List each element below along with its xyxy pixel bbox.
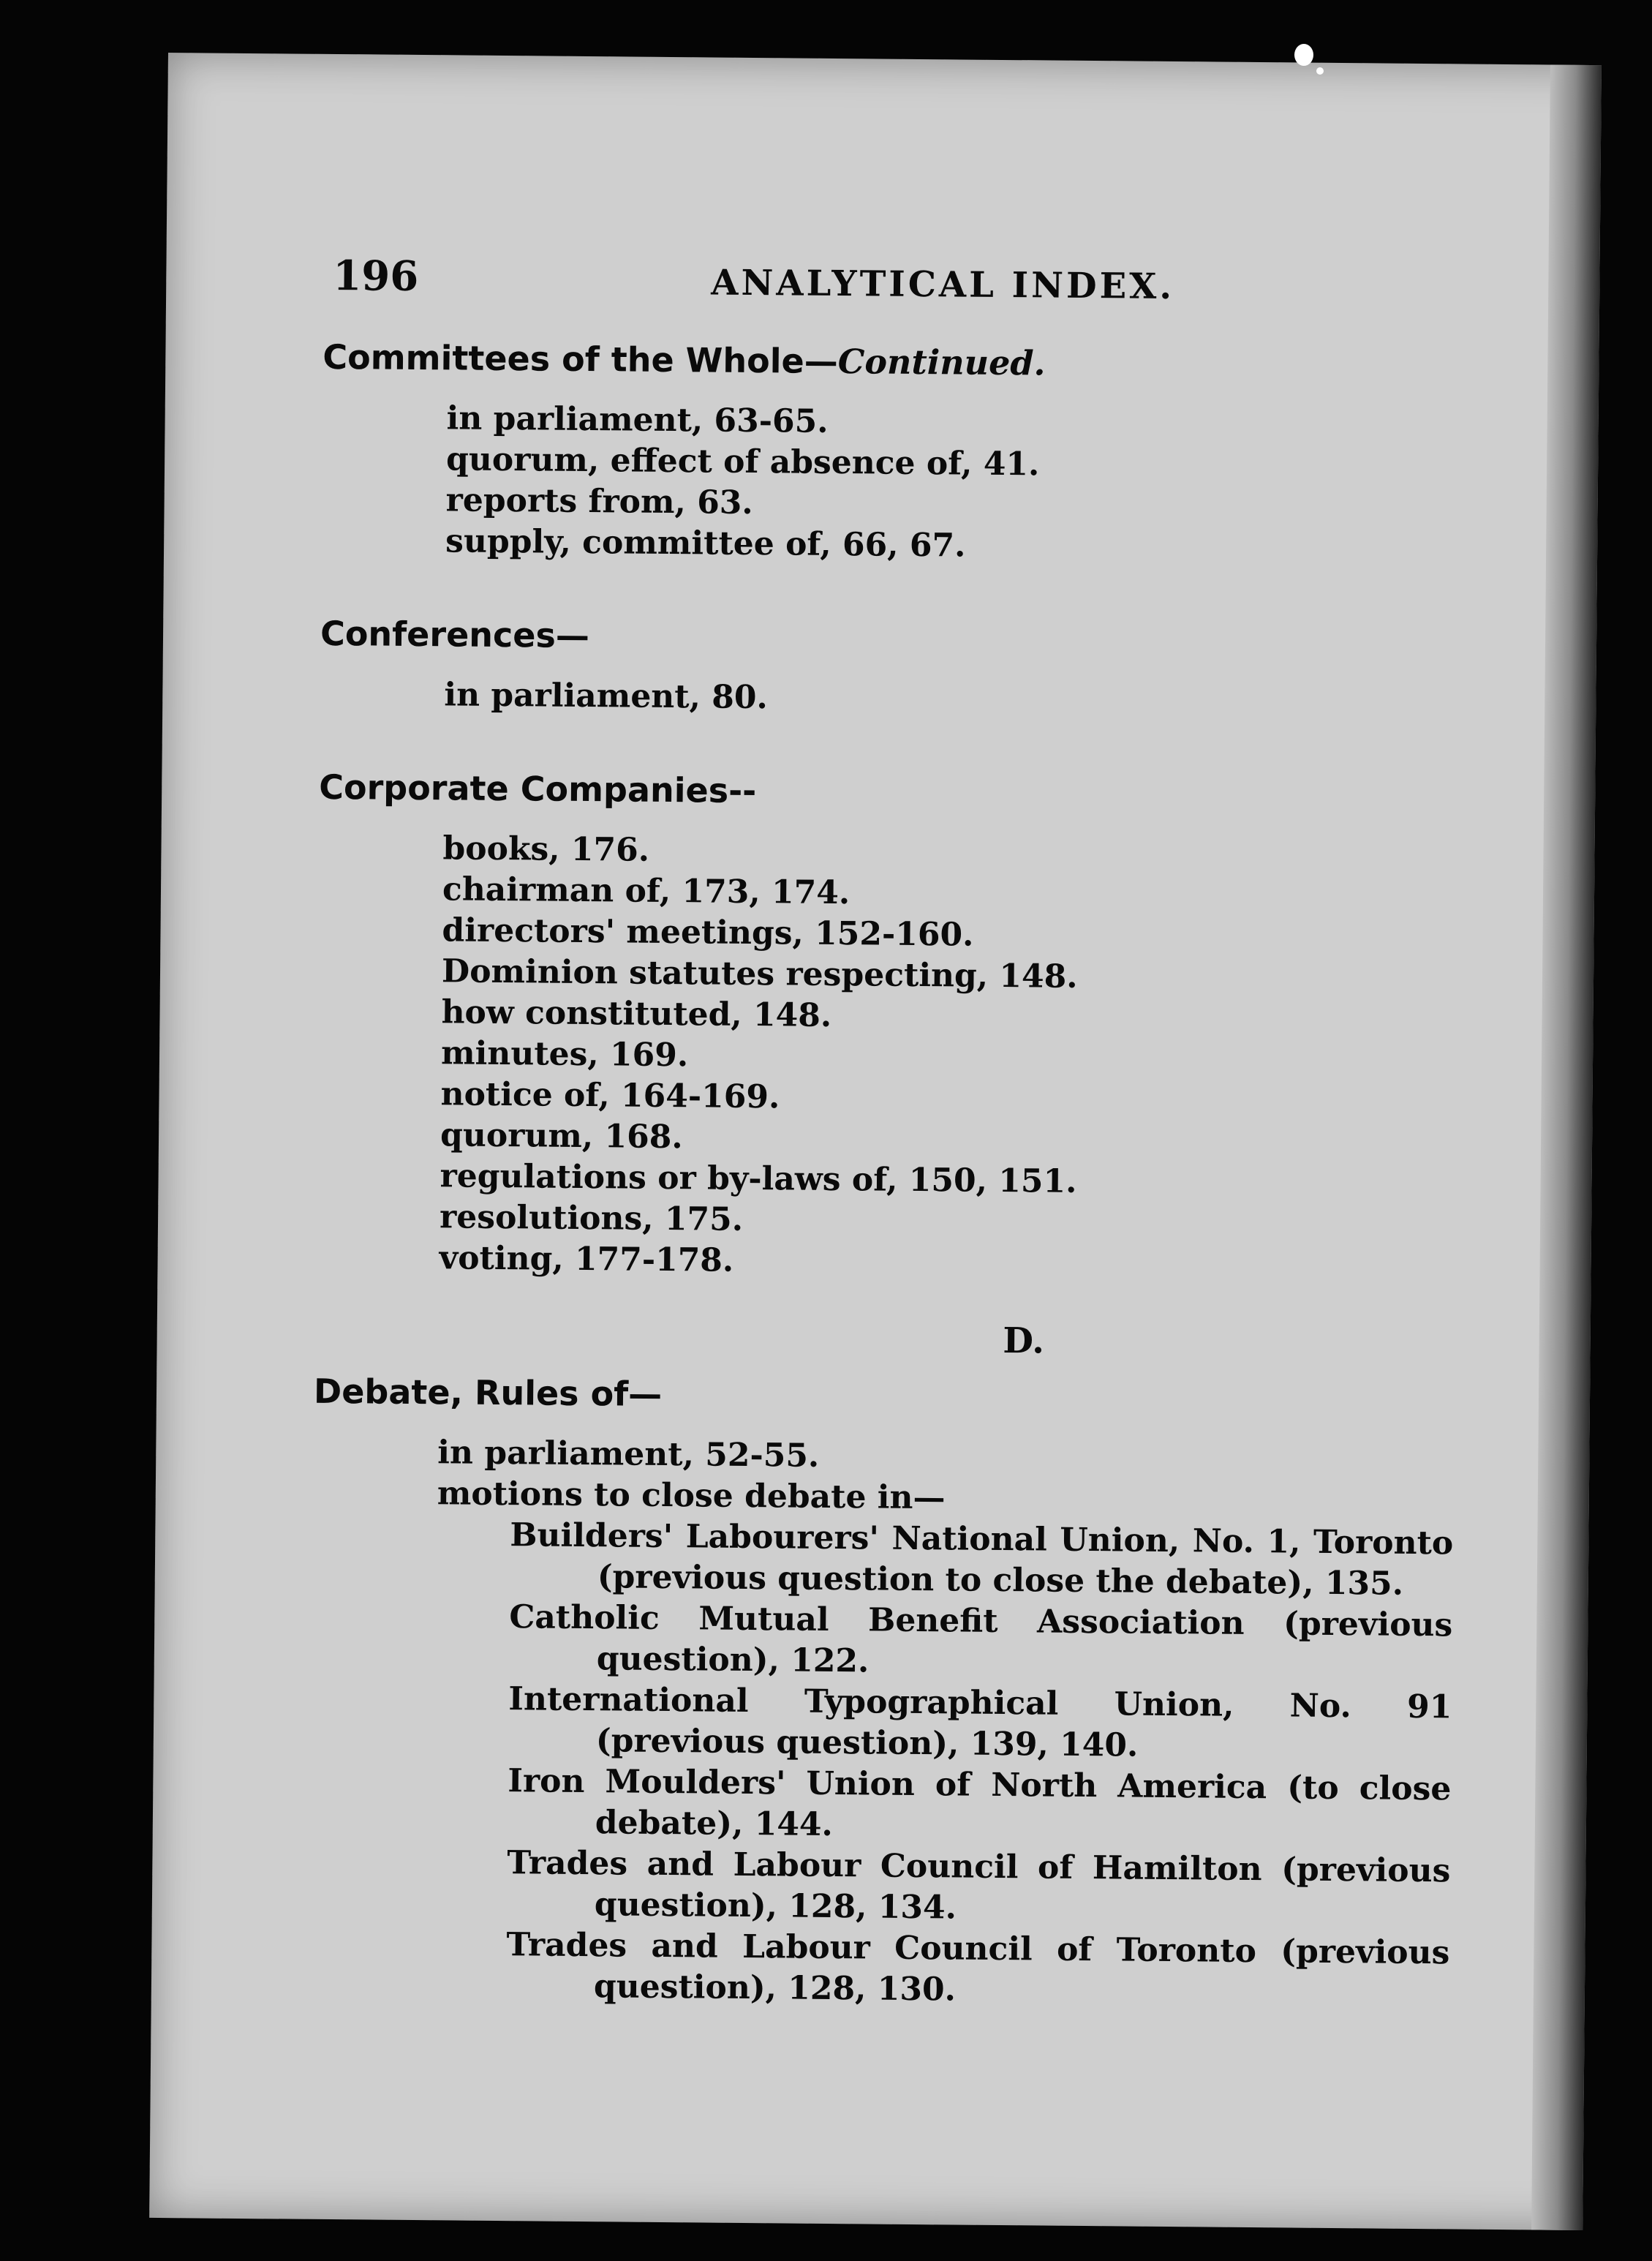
entry-heading-text: Corporate Companies-- xyxy=(319,767,757,811)
nested-subitem: Iron Moulders' Union of North America (to close debate), 144. xyxy=(508,1762,1452,1844)
running-head: ANALYTICAL INDEX. xyxy=(711,262,1175,308)
entry-subitem: quorum, effect of absence of, 41. xyxy=(445,440,1040,484)
entry-subitem: in parliament, 63-65. xyxy=(446,399,829,440)
entry-subitem: quorum, 168. xyxy=(440,1116,683,1156)
entry-heading xyxy=(320,612,1461,665)
entry-subitem: voting, 177-178. xyxy=(439,1239,734,1279)
entry-subitem: chairman of, 173, 174. xyxy=(442,870,850,912)
nested-subitem: International Typographical Union, No. 91 (previous question), 139, 140. xyxy=(508,1680,1452,1764)
entry-subitem: in parliament, 80. xyxy=(444,676,769,717)
index-entry xyxy=(314,766,1460,1288)
entry-subitem: how constituted, 148. xyxy=(441,993,832,1034)
entry-heading xyxy=(319,766,1460,819)
scan-speck xyxy=(1316,67,1324,75)
index-entry xyxy=(321,336,1464,571)
entry-subitem: notice of, 164-169. xyxy=(440,1075,780,1116)
entry-heading-text: Committees of the Whole— xyxy=(323,336,838,382)
index-entry xyxy=(320,612,1461,725)
index-entries xyxy=(314,336,1463,1288)
entry-heading-text: Conferences— xyxy=(320,613,590,656)
entry-heading xyxy=(323,336,1463,388)
entry-subitem: directors' meetings, 152-160. xyxy=(442,911,974,954)
nested-subitem: Trades and Labour Council of Hamilton (previous question), 128, 134. xyxy=(507,1844,1451,1927)
scanned-page xyxy=(149,53,1602,2230)
entry-heading-continued: Continued. xyxy=(837,342,1046,383)
entry-subitem: Dominion statutes respecting, 148. xyxy=(441,952,1078,996)
entry-subitem: regulations or by-laws of, 150, 151. xyxy=(440,1157,1077,1200)
entry-subitem: minutes, 169. xyxy=(440,1034,689,1075)
page-header xyxy=(166,250,1600,321)
section-letter: D. xyxy=(1003,1320,1045,1362)
entry-subitem: resolutions, 175. xyxy=(439,1198,744,1238)
page-edge-shadow xyxy=(1531,64,1602,2230)
index-content xyxy=(308,336,1463,2066)
entry-subitem: in parliament, 52-55. xyxy=(437,1434,820,1475)
scan-speck xyxy=(1294,44,1313,66)
entry-subitem: supply, committee of, 66, 67. xyxy=(445,522,966,565)
index-entry-debate xyxy=(309,1370,1455,2015)
nested-subitem: Catholic Mutual Benefit Association (previous question), 122. xyxy=(509,1598,1453,1680)
page-number: 196 xyxy=(333,251,419,301)
entry-subitem: books, 176. xyxy=(442,829,650,869)
entry-subitem: reports from, 63. xyxy=(445,481,753,522)
entry-heading: Debate, Rules of— xyxy=(313,1371,663,1414)
nested-subitem: Builders' Labourers' National Union, No. 1, Toronto (previous question to close the debate), 135. xyxy=(510,1516,1454,1603)
nested-subitem: Trades and Labour Council of Toronto (previous question), 128, 130. xyxy=(506,1926,1450,2009)
entry-subitem: motions to close debate in— xyxy=(437,1475,946,1517)
